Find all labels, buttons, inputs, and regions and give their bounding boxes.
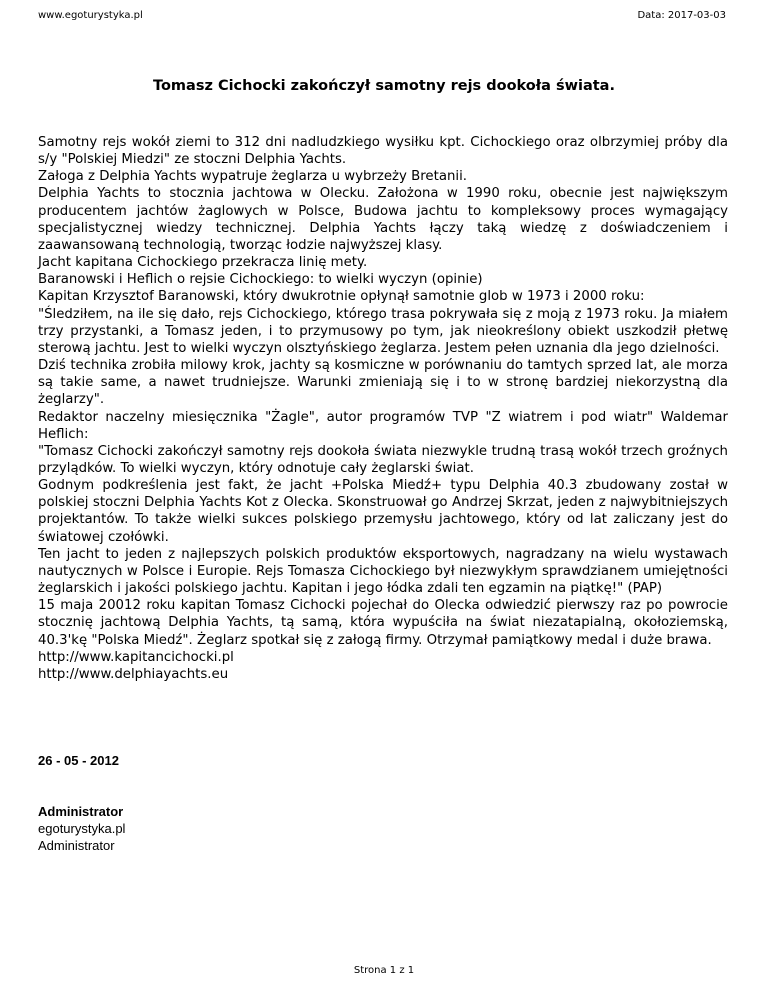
paragraph: Jacht kapitana Cichockiego przekracza linię mety. — [38, 255, 368, 271]
header-date: Data: 2017-03-03 — [637, 10, 726, 21]
paragraph: Redaktor naczelny miesięcznika "Żagle", autor programów TVP "Z wiatrem i pod wiatr" Waldemar Heflich: — [38, 409, 728, 442]
author-block — [38, 803, 125, 854]
paragraph: Godnym podkreślenia jest fakt, że jacht +Polska Miedź+ typu Delphia 40.3 zbudowany został w polskiej stoczni Delphia Yachts Kot z Olecka. Skonstruował go Andrzej Skrzat, jeden z najwybitniejszych projektantów. To także wielki sukces polskiego przemysłu jachtowego, który od lat zaliczany jest do światowej czołówki. — [38, 478, 728, 545]
paragraph: Baranowski i Heflich o rejsie Cichockiego: to wielki wyczyn (opinie) — [38, 272, 483, 288]
paragraph: Samotny rejs wokół ziemi to 312 dni nadludzkiego wysiłku kpt. Cichockiego oraz olbrzymiej próby dla s/y "Polskiej Miedzi" ze stoczni Delphia Yachts. — [38, 135, 728, 168]
paragraph: "Tomasz Cichocki zakończył samotny rejs dookoła świata niezwykle trudną trasą wokół trzech groźnych przylądków. To wielki wyczyn, który odnotuje cały żeglarski świat. — [38, 443, 728, 476]
paragraph: Załoga z Delphia Yachts wypatruje żeglarza u wybrzeży Bretanii. — [38, 169, 468, 185]
paragraph: Delphia Yachts to stocznia jachtowa w Olecku. Założona w 1990 roku, obecnie jest największym producentem jachtów żaglowych w Polsce, Budowa jachtu to kompleksowy proces wymagający specjalistycznej wiedzy technicznej. Delphia Yachts łączy taką wiedzę z doświadczeniem i zaawansowaną technologią, tworząc łodzie najwyższej klasy. — [38, 186, 728, 253]
link-delphiayachts[interactable]: http://www.delphiayachts.eu — [38, 666, 229, 682]
article-body — [38, 134, 728, 683]
article-title: Tomasz Cichocki zakończył samotny rejs dookoła świata. — [153, 78, 615, 94]
paragraph: Ten jacht to jeden z najlepszych polskich produktów eksportowych, nagradzany na wielu wystawach nautycznych w Polsce i Europie. Rejs Tomasza Cichockiego był niezwykłym sprawdzianem umiejętności żeglarskich i jakości polskiego jachtu. Kapitan i jego łódka zdali ten egzamin na piątkę!" (PAP) — [38, 546, 728, 597]
header-site: www.egoturystyka.pl — [38, 10, 143, 21]
page-number: Strona 1 z 1 — [353, 965, 415, 976]
author-site: egoturystyka.pl — [38, 821, 126, 836]
paragraph: 15 maja 20012 roku kapitan Tomasz Cichocki pojechał do Olecka odwiedzić pierwszy raz po powrocie stocznię jachtową Delphia Yachts, tą samą, która wypuściła na świat niezatapialną, okołoziemską, 40.3'kę "Polska Miedź". Żeglarz spotkał się z załogą firmy. Otrzymał pamiątkowy medal i duże brawa. — [38, 598, 728, 648]
paragraph: "Śledziłem, na ile się dało, rejs Cichockiego, którego trasa pokrywała się z moją z 1973 roku. Ja miałem trzy przystanki, a Tomasz jeden, i to przymusowy po tym, jak nieokreślony obiekt uszkodził płetwę sterową jachtu. Jest to wielki wyczyn olsztyńskiego żeglarza. Jestem pełen uznania dla jego dzielności. — [38, 306, 728, 356]
paragraph: Dziś technika zrobiła milowy krok, jachty są kosmiczne w porównaniu do tamtych sprzed lat, ale morza są takie same, a nawet trudniejsze. Warunki zmieniają się i to w stronę bardziej niekorzystną dla żeglarzy". — [38, 358, 728, 408]
author-name: Administrator — [38, 804, 124, 819]
article-date: 26 - 05 - 2012 — [38, 753, 119, 768]
author-role: Administrator — [38, 838, 115, 853]
link-kapitancichocki[interactable]: http://www.kapitancichocki.pl — [38, 649, 234, 665]
paragraph: Kapitan Krzysztof Baranowski, który dwukrotnie opłynął samotnie glob w 1973 i 2000 roku: — [38, 289, 645, 305]
